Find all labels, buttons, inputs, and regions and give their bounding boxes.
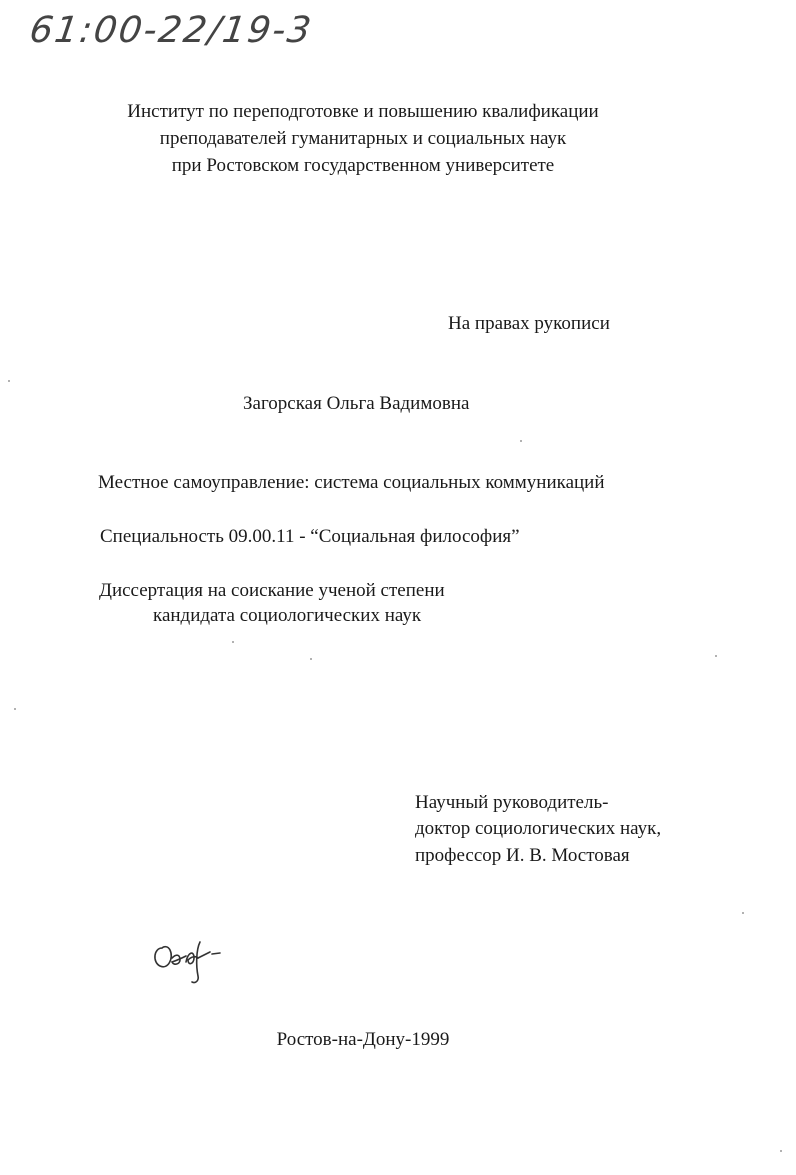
- supervisor-line-1: Научный руководитель-: [415, 792, 609, 813]
- institution-line-2: преподавателей гуманитарных и социальных наук: [159, 128, 567, 149]
- degree-line-2: кандидата социологических наук: [153, 605, 422, 626]
- scan-speck: [14, 708, 16, 710]
- institution-line-1: Институт по переподготовке и повышению квалификации: [127, 101, 599, 122]
- scan-speck: [715, 655, 717, 657]
- specialty: Специальность 09.00.11 - “Социальная философия”: [100, 526, 520, 547]
- scan-speck: [8, 380, 10, 382]
- scan-speck: [520, 440, 522, 442]
- supervisor-line-3: профессор И. В. Мостовая: [415, 845, 630, 866]
- scan-speck: [780, 1150, 782, 1152]
- archive-number: 61:00-22/19-3: [27, 10, 316, 51]
- institution-line-3: при Ростовском государственном университете: [171, 155, 555, 176]
- dissertation-title: Местное самоуправление: система социальных коммуникаций: [98, 472, 605, 493]
- degree-line-1: Диссертация на соискание ученой степени: [99, 580, 445, 601]
- scan-speck: [742, 912, 744, 914]
- author-name: Загорская Ольга Вадимовна: [243, 393, 470, 414]
- scan-speck: [232, 641, 234, 643]
- place-and-year: Ростов-на-Дону-1999: [276, 1029, 450, 1050]
- rights-note: На правах рукописи: [448, 313, 610, 334]
- scan-speck: [310, 658, 312, 660]
- handwritten-signature: [148, 928, 228, 988]
- supervisor-line-2: доктор социологических наук,: [415, 818, 662, 839]
